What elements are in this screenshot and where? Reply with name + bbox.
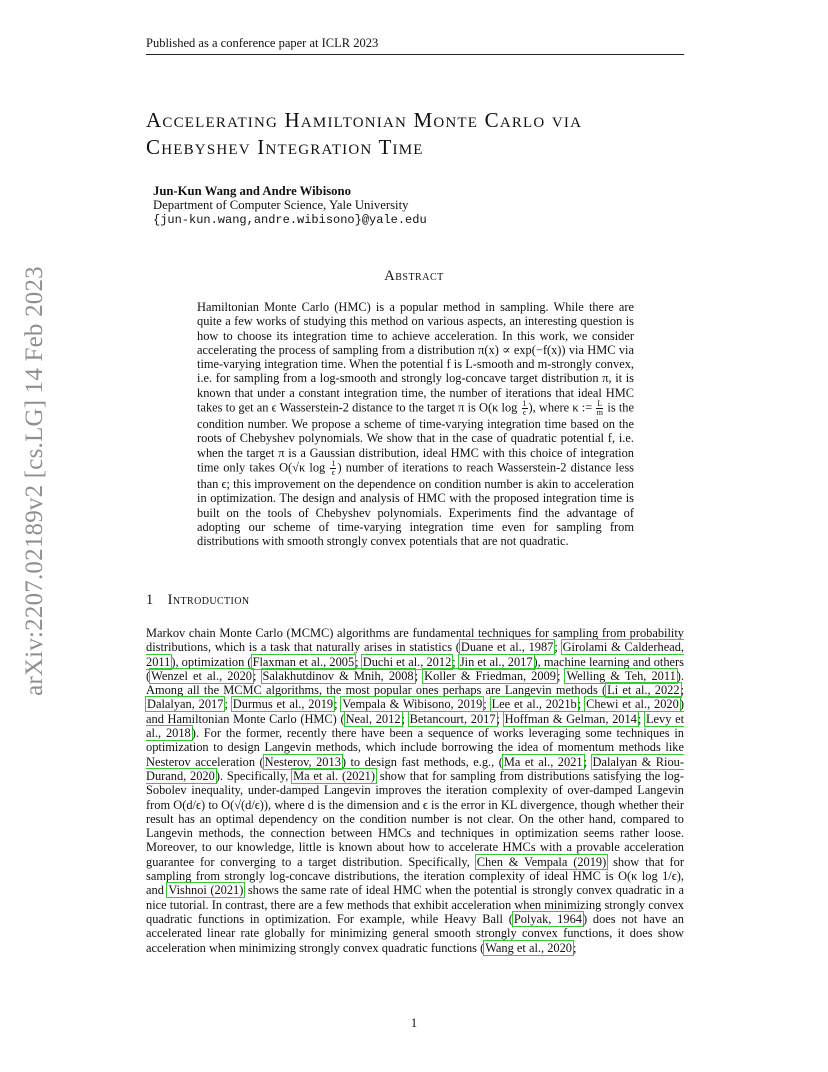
paper-title: [146, 107, 706, 161]
author-email[interactable]: {jun-kun.wang,andre.wibisono}@yale.edu: [153, 212, 427, 227]
abstract-text: [197, 300, 634, 548]
citation-link[interactable]: Betancourt, 2017: [409, 711, 496, 726]
fraction-l-over-m: $\frac{L}{m}$: [596, 399, 603, 418]
citation-link[interactable]: Duane et al., 1987: [460, 640, 554, 655]
abstract-part-1: Hamiltonian Monte Carlo (HMC) is a popular method in sampling. While there are quite a few works of studying this method on various aspects, an interesting question is how to choose its integration time to achieve acceleration. In this work, we consider accelerating the process of sampling from a distribution π(x) ∝ exp(−f(x)) via HMC via time-varying integration time. When the potential f is L-smooth and m-strongly convex, i.e. for sampling from a log-smooth and strongly log-concave target distribution π, it is known that under a constant integration time, the number of iterations that ideal HMC takes to get an ϵ Wasserstein-2 distance to the target π is O(κ log: [197, 300, 634, 415]
citation-link[interactable]: Hoffman & Gelman, 2014: [504, 711, 637, 726]
introduction-paragraph: Markov chain Monte Carlo (MCMC) algorithms are fundamental techniques for sampling from probability distributions, which is a task that naturally arises in statistics (Duane et al., 1987; Girolami & Calderhead, 2011), optimization (Flaxman et al., 2005; Duchi et al., 2012; Jin et al., 2017), machine learning and others (Wenzel et al., 2020; Salakhutdinov & Mnih, 2008; Koller & Friedman, 2009; Welling & Teh, 2011). Among all the MCMC algorithms, the most popular ones perhaps are Langevin methods (Li et al., 2022; Dalalyan, 2017; Durmus et al., 2019; Vempala & Wibisono, 2019; Lee et al., 2021b; Chewi et al., 2020) and Hamiltonian Monte Carlo (HMC) (Neal, 2012; Betancourt, 2017; Hoffman & Gelman, 2014; Levy et al., 2018). For the former, recently there have been a sequence of works leveraging some techniques in optimization to design Langevin methods, which include borrowing the idea of momentum methods like Nesterov acceleration (Nesterov, 2013) to design fast methods, e.g., (Ma et al., 2021; Dalalyan & Riou-Durand, 2020). Specifically, Ma et al. (2021) show that for sampling from distributions satisfying the log-Sobolev inequality, under-damped Langevin improves the iteration complexity of over-damped Langevin from O(d/ϵ) to O(√(d/ϵ)), where d is the dimension and ϵ is the error in KL divergence, though whether their result has an optimal dependency on the condition number is not clear. On the other hand, compared to Langevin methods, the connection between HMCs and techniques in optimization seems rather loose. Moreover, to our knowledge, little is known about how to accelerate HMCs with a provable acceleration guarantee for converging to a target distribution. Specifically, Chen & Vempala (2019) show that for sampling from strongly log-concave distributions, the iteration complexity of ideal HMC is O(κ log 1/ϵ), and Vishnoi (2021) shows the same rate of ideal HMC when the potential is strongly convex quadratic in a nice tutorial. In contrast, there are a few methods that exhibit acceleration when minimizing strongly convex quadratic functions in optimization. For example, while Heavy Ball (Polyak, 1964) does not have an accelerated linear rate globally for minimizing general smooth strongly convex functions, it does show acceleration when minimizing strongly convex quadratic functions (Wang et al., 2020;: [146, 626, 685, 955]
author-block: [153, 184, 573, 227]
citation-link[interactable]: Ma et al., 2021: [503, 754, 583, 769]
citation-link[interactable]: Levy et al., 2018: [146, 711, 685, 741]
title-line-1: Accelerating Hamiltonian Monte Carlo via: [146, 108, 583, 132]
citation-link[interactable]: Wang et al., 2020: [485, 940, 572, 955]
citation-link[interactable]: Wenzel et al., 2020: [151, 668, 252, 683]
fraction-one-over-epsilon: $\frac{1}{\epsilon}$: [522, 399, 527, 418]
citation-link[interactable]: Vishnoi (2021): [168, 883, 244, 898]
abstract-part-4: ) number of iterations to reach Wasserstein-2 distance less than ϵ; this improvement on the dependence on condition number is akin to acceleration in optimization. The design and analysis of HMC with the proposed integration time is built on the tools of Chebyshev polynomials. Experiments find the advantage of adopting our scheme of time-varying integration time even for sampling from distributions with smooth strongly convex potentials that are not quadratic.: [197, 460, 634, 549]
citation-link[interactable]: Welling & Teh, 2011: [566, 668, 676, 683]
running-head: Published as a conference paper at ICLR 2023: [146, 36, 684, 55]
citation-link[interactable]: Dalalyan & Riou-Durand, 2020: [146, 754, 684, 783]
citation-link[interactable]: Polyak, 1964: [513, 911, 582, 926]
citation-link[interactable]: Chen & Vempala (2019): [476, 854, 607, 869]
arxiv-identifier-stamp[interactable]: [18, 266, 52, 696]
citation-link[interactable]: Koller & Friedman, 2009: [424, 668, 556, 683]
citation-link[interactable]: Li et al., 2022: [607, 683, 680, 698]
citation-link[interactable]: Dalalyan, 2017: [147, 697, 224, 712]
citation-link[interactable]: Girolami & Calderhead, 2011: [146, 640, 684, 669]
citation-link[interactable]: Jin et al., 2017: [459, 654, 533, 669]
fraction-one-over-epsilon-2: $\frac{1}{\epsilon}$: [331, 458, 336, 477]
page-number: 1: [410, 1016, 418, 1030]
citation-link[interactable]: Lee et al., 2021b: [491, 697, 577, 712]
arxiv-stamp-text: arXiv:2207.02189v2 [cs.LG] 14 Feb 2023: [21, 266, 48, 696]
author-names: Jun-Kun Wang and Andre Wibisono: [153, 184, 351, 198]
citation-link[interactable]: Ma et al. (2021): [293, 768, 375, 783]
citation-link[interactable]: Chewi et al., 2020: [586, 697, 679, 712]
section-number: 1: [146, 592, 154, 608]
abstract-part-2: ), where κ :=: [528, 400, 596, 415]
citation-link[interactable]: Flaxman et al., 2005: [252, 654, 355, 669]
title-line-2: Chebyshev Integration Time: [146, 135, 424, 159]
author-affiliation: Department of Computer Science, Yale University: [153, 198, 409, 213]
section-title: Introduction: [167, 592, 250, 608]
citation-link[interactable]: Vempala & Wibisono, 2019: [342, 697, 483, 712]
citation-link[interactable]: Neal, 2012: [345, 711, 401, 726]
abstract-part-3: is the condition number. We propose a scheme of time-varying integration time based on the roots of Chebyshev polynomials. We show that in the case of quadratic potential f, i.e. when the target π is a Gaussian distribution, ideal HMC with this choice of integration time only takes O(√κ log: [197, 400, 634, 475]
citation-link[interactable]: Duchi et al., 2012: [362, 654, 452, 669]
abstract-heading: Abstract: [384, 268, 444, 284]
citation-link[interactable]: Nesterov, 2013: [264, 754, 341, 769]
section-heading-introduction: [146, 592, 250, 609]
citation-link[interactable]: Durmus et al., 2019: [232, 697, 334, 712]
citation-link[interactable]: Salakhutdinov & Mnih, 2008: [262, 668, 414, 683]
